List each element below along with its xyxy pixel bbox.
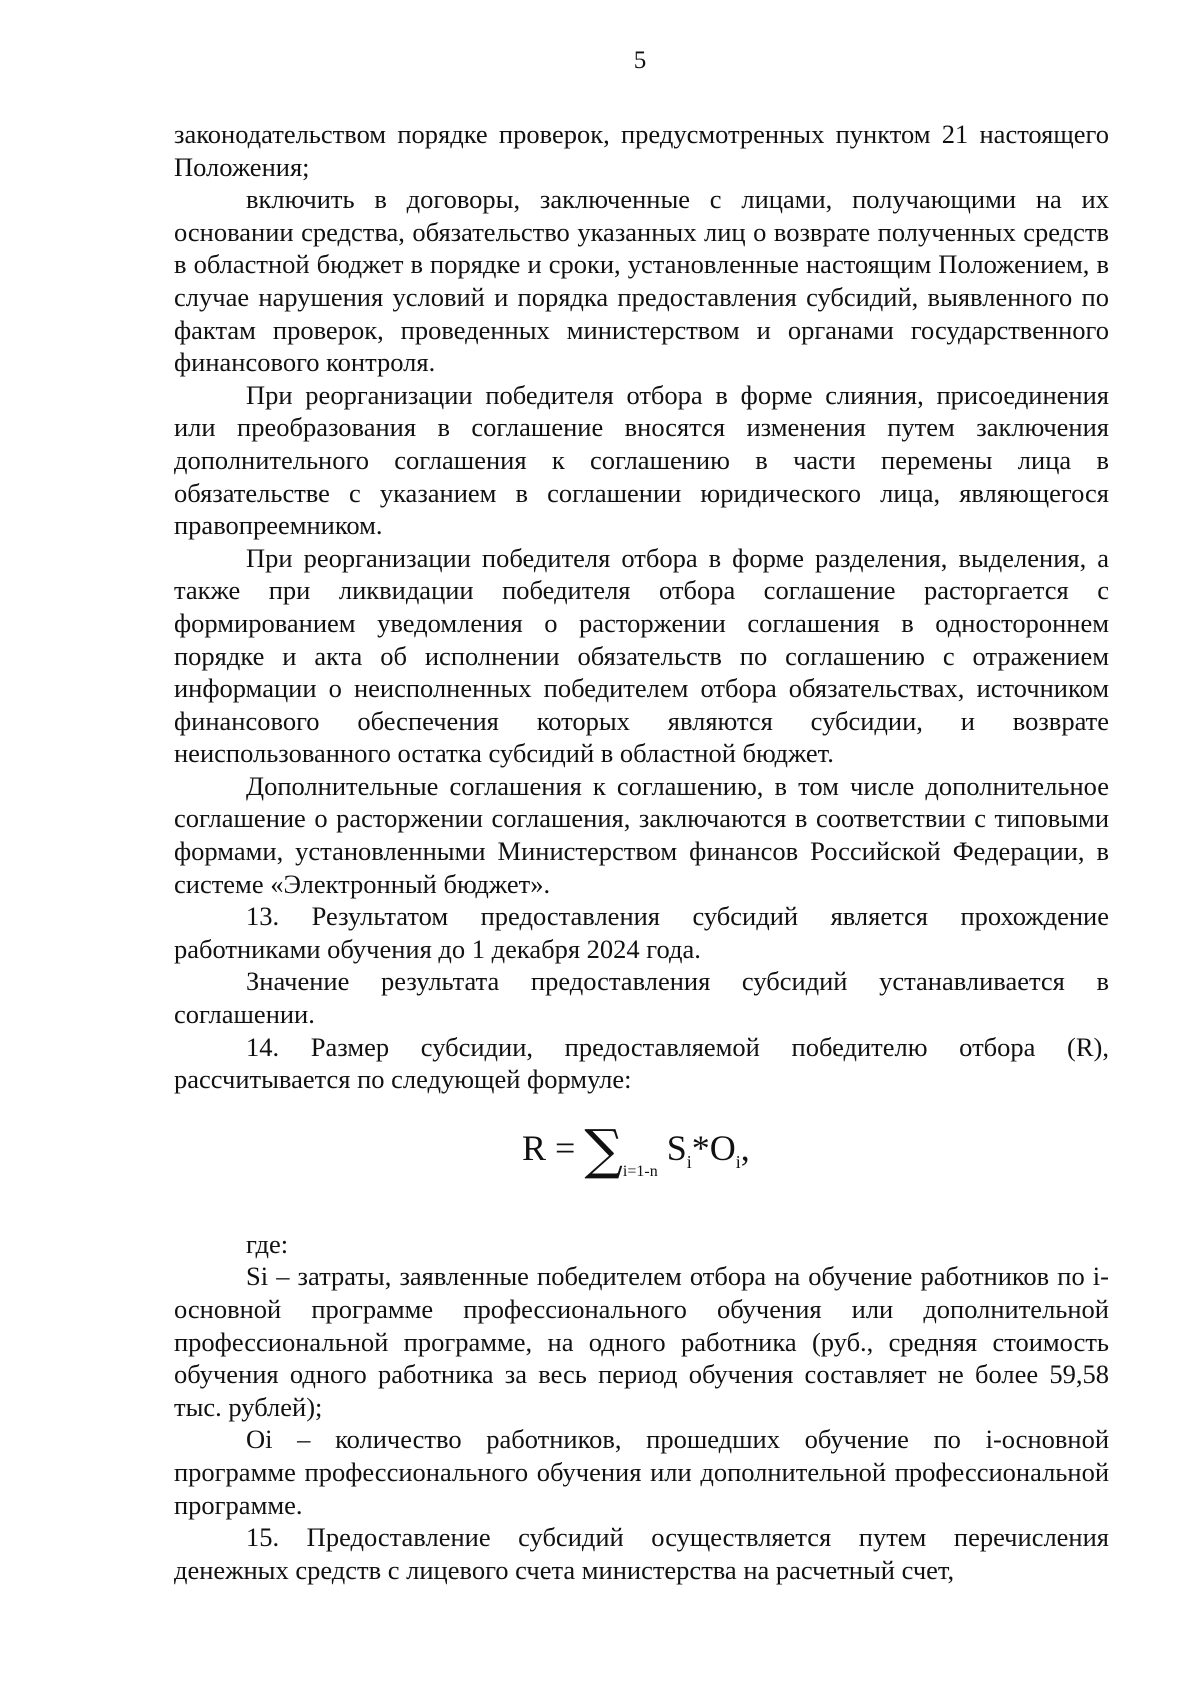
- document-body: [174, 118, 1109, 1586]
- formula-o-subscript: i: [735, 1151, 741, 1172]
- formula-lhs: R: [522, 1127, 547, 1168]
- paragraph: Дополнительные соглашения к соглашению, в том числе дополнительное соглашение о расторжении соглашения, заключаются в соответствии с типовыми формами, установленными Министерством финансов Российской Федерации, в системе «Электронный бюджет».: [174, 770, 1109, 899]
- paragraph: Значение результата предоставления субсидий устанавливается в соглашении.: [174, 966, 1109, 1030]
- paragraph: Si – затраты, заявленные победителем отбора на обучение работников по i-основной программе профессионального обучения или дополнительной профессиональной программе, на одного работника (руб., средняя стоимость обучения одного работника за весь период обучения составляет не более 59,58 тыс. рублей);: [174, 1261, 1109, 1422]
- page-number: 5: [633, 47, 647, 74]
- formula-end: ,: [740, 1127, 750, 1168]
- paragraph: где:: [246, 1228, 289, 1259]
- paragraph: законодательством порядке проверок, предусмотренных пунктом 21 настоящего Положения;: [174, 119, 1109, 182]
- formula-times: *: [691, 1127, 710, 1168]
- formula-expression: [522, 1117, 750, 1194]
- paragraph: 13. Результатом предоставления субсидий является прохождение работниками обучения до 1 декабря 2024 года.: [174, 901, 1109, 964]
- paragraph: При реорганизации победителя отбора в форме слияния, присоединения или преобразования в соглашение вносятся изменения путем заключения дополнительного соглашения к соглашению в части перемены лица в обязательстве с указанием в соглашении юридического лица, являющегося правопреемником.: [174, 379, 1109, 541]
- formula-s-subscript: i: [686, 1151, 692, 1172]
- formula-equals: =: [555, 1127, 576, 1168]
- paragraph: При реорганизации победителя отбора в форме разделения, выделения, а также при ликвидации победителя отбора соглашение расторгается с формированием уведомления о расторжении соглашения в одностороннем порядке и акта об исполнении обязательств по соглашению с отражением информации о неисполненных победителем отбора обязательствах, источником финансового обеспечения которых являются субсидии, и возврате неиспользованного остатка субсидий в областной бюджет.: [174, 542, 1109, 769]
- sigma-symbol: ∑: [584, 1117, 623, 1181]
- sum-range: i=1-n: [622, 1162, 658, 1180]
- paragraph: 14. Размер субсидии, предоставляемой победителю отбора (R), рассчитывается по следующей формуле:: [174, 1031, 1109, 1095]
- paragraph: Oi – количество работников, прошедших обучение по i-основной программе профессионального обучения или дополнительной профессиональной программе.: [174, 1424, 1109, 1520]
- formula-s: S: [666, 1127, 687, 1168]
- formula-o: O: [709, 1127, 736, 1168]
- paragraph: включить в договоры, заключенные с лицами, получающими на их основании средства, обязательство указанных лиц о возврате полученных средств в областной бюджет в порядке и сроки, установленные настоящим Положением, в случае нарушения условий и порядка предоставления субсидий, выявленного по фактам проверок, проведенных министерством и органами государственного финансового контроля.: [174, 184, 1109, 378]
- subsidy-formula: [174, 1108, 1109, 1210]
- paragraph: 15. Предоставление субсидий осуществляется путем перечисления денежных средств с лицевого счета министерства на расчетный счет,: [174, 1522, 1109, 1585]
